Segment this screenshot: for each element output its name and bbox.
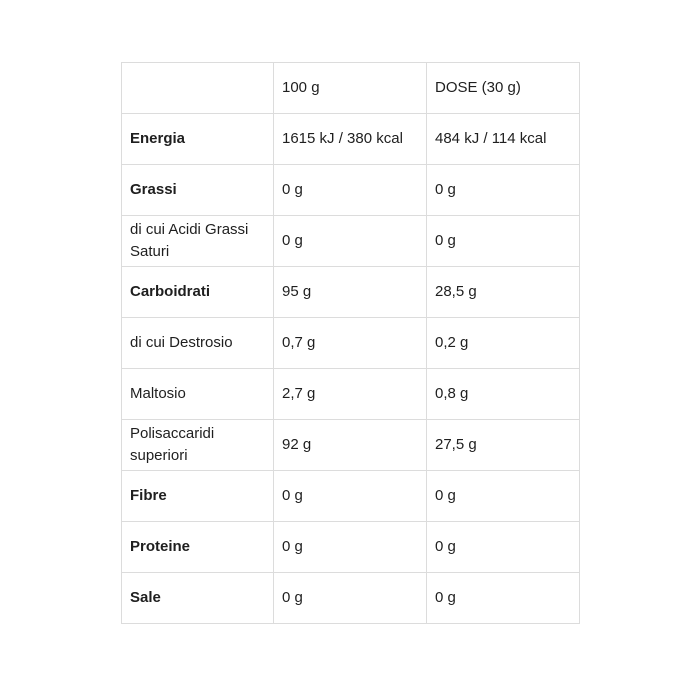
value-dose: 28,5 g [427, 267, 580, 318]
value-dose: 27,5 g [427, 420, 580, 471]
table-row [122, 267, 580, 318]
value-dose: 0 g [427, 573, 580, 624]
value-per100: 0 g [274, 573, 427, 624]
value-per100: 2,7 g [274, 369, 427, 420]
value-dose: 0 g [427, 522, 580, 573]
value-dose: 0 g [427, 216, 580, 267]
value-per100: 0,7 g [274, 318, 427, 369]
header-cell-dose: DOSE (30 g) [427, 63, 580, 114]
table-row [122, 522, 580, 573]
nutrient-name: di cui Acidi Grassi Saturi [122, 216, 274, 267]
table-row [122, 318, 580, 369]
value-dose: 0,2 g [427, 318, 580, 369]
value-per100: 0 g [274, 522, 427, 573]
table-row [122, 114, 580, 165]
table-header-row [122, 63, 580, 114]
value-per100: 0 g [274, 216, 427, 267]
nutrient-name: Proteine [122, 522, 274, 573]
table-row [122, 420, 580, 471]
value-dose: 0 g [427, 471, 580, 522]
nutrient-name: Maltosio [122, 369, 274, 420]
nutrient-name: Polisaccaridi superiori [122, 420, 274, 471]
nutrient-name: Fibre [122, 471, 274, 522]
nutrient-name: di cui Destrosio [122, 318, 274, 369]
header-cell-empty [122, 63, 274, 114]
table-row [122, 216, 580, 267]
table-row [122, 573, 580, 624]
header-cell-per100: 100 g [274, 63, 427, 114]
nutrient-name: Energia [122, 114, 274, 165]
table-row [122, 165, 580, 216]
value-per100: 1615 kJ / 380 kcal [274, 114, 427, 165]
nutrient-name: Sale [122, 573, 274, 624]
value-dose: 484 kJ / 114 kcal [427, 114, 580, 165]
nutrient-name: Grassi [122, 165, 274, 216]
value-per100: 95 g [274, 267, 427, 318]
nutrient-name: Carboidrati [122, 267, 274, 318]
value-per100: 0 g [274, 471, 427, 522]
value-dose: 0 g [427, 165, 580, 216]
table-row [122, 471, 580, 522]
value-per100: 0 g [274, 165, 427, 216]
value-per100: 92 g [274, 420, 427, 471]
nutrition-table [121, 62, 580, 624]
table-row [122, 369, 580, 420]
value-dose: 0,8 g [427, 369, 580, 420]
